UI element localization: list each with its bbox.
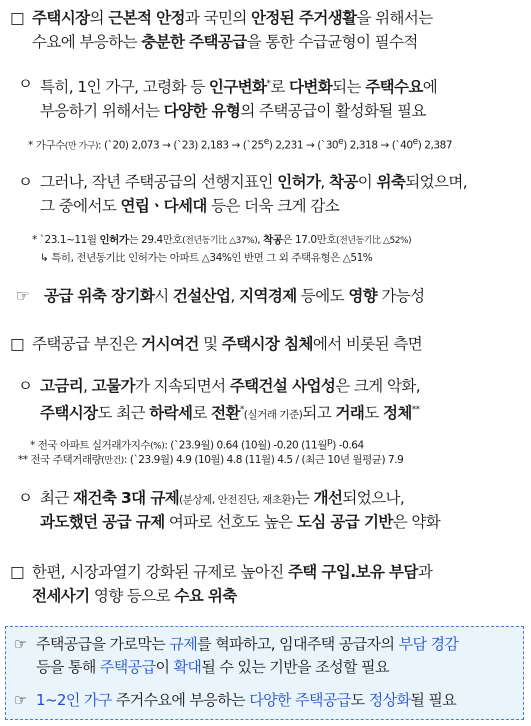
paragraph bbox=[16, 284, 531, 308]
square-bullet-icon: □ bbox=[10, 9, 25, 27]
section-interest-rates bbox=[18, 374, 531, 425]
pointing-hand-icon: ☞ bbox=[16, 287, 30, 305]
text-line: 그러나, 작년 주택공급의 선행지표인 인허가, 착공이 위축되었으며, bbox=[40, 173, 468, 191]
circle-bullet-icon: ㅇ bbox=[18, 173, 33, 191]
summary-box bbox=[5, 626, 524, 720]
text-line: 등을 통해 주택공급이 확대될 수 있는 기반을 조성할 필요 bbox=[36, 658, 389, 676]
text-line: 수요에 부응하는 충분한 주택공급을 통한 수급균형이 필수적 bbox=[32, 33, 418, 51]
text-line: 전세사기 영향 등으로 수요 위축 bbox=[32, 587, 237, 605]
paragraph bbox=[10, 6, 531, 30]
text-line: 최근 재건축 3대 규제(분상제, 안전진단, 재초환)는 개선되었으나, bbox=[40, 489, 405, 507]
section-market-stability bbox=[10, 6, 531, 54]
paragraph bbox=[18, 170, 531, 194]
text-line: 공급 위축 장기화시 건설산업, 지역경제 등에도 영향 가능성 bbox=[44, 287, 425, 305]
circle-bullet-icon: ㅇ bbox=[18, 489, 33, 507]
footnote-transactions: ** 전국 주택거래량(만건): (`23.9월) 4.9 (10월) 4.8 (11월) 4.5 / (최근 10년 월평균) 7.9 bbox=[18, 454, 404, 466]
summary-point-small-households bbox=[14, 689, 519, 712]
text-line: 주택공급 부진은 거시여건 및 주택시장 침체에서 비롯된 측면 bbox=[32, 335, 423, 353]
paragraph bbox=[18, 374, 531, 398]
text-line: 부응하기 위해서는 다양한 유형의 주택공급이 활성화될 필요 bbox=[40, 102, 426, 121]
summary-point-regulation bbox=[14, 633, 519, 679]
paragraph bbox=[10, 560, 531, 584]
pointing-hand-icon: ☞ bbox=[14, 635, 27, 653]
section-demand-shrink bbox=[10, 560, 531, 608]
text-line: 주택시장도 최근 하락세로 전환*(실거래 기준)되고 거래도 정체** bbox=[40, 404, 420, 423]
footnote-price-index: * 전국 아파트 실거래가지수(%): (`23.9월) 0.64 (10월) -0.20 (11월$^p$) -0.64 bbox=[30, 437, 364, 452]
text-line: 주택시장의 근본적 안정과 국민의 안정된 주거생활을 위해서는 bbox=[32, 9, 433, 27]
section-reconstruction bbox=[18, 486, 531, 534]
circle-bullet-icon: ㅇ bbox=[18, 377, 33, 395]
text-line: 과도했던 공급 규제 여파로 선호도 높은 도심 공급 기반은 약화 bbox=[40, 513, 441, 531]
paragraph bbox=[18, 72, 531, 99]
text-line: 그 중에서도 연립ㆍ다세대 등은 더욱 크게 감소 bbox=[40, 197, 340, 215]
section-demographic-change bbox=[18, 72, 531, 123]
paragraph bbox=[18, 486, 531, 510]
footnote-housing-type: ↳ 특히, 전년동기比 인허가는 아파트 △34%인 반면 그 외 주택유형은 △51% bbox=[40, 252, 373, 264]
text-line: 고금리, 고물가가 지속되면서 주택건설 사업성은 크게 악화, bbox=[40, 377, 421, 395]
square-bullet-icon: □ bbox=[10, 335, 25, 353]
paragraph bbox=[10, 332, 531, 356]
text-line: 주택공급을 가로막는 규제를 혁파하고, 임대주택 공급자의 부담 경감 bbox=[36, 635, 459, 653]
text-line: 특히, 1인 가구, 고령화 등 인구변화*로 다변화되는 주택수요에 bbox=[40, 78, 438, 97]
pointing-hand-icon: ☞ bbox=[14, 691, 27, 709]
circle-bullet-icon: ㅇ bbox=[18, 75, 33, 93]
text-line: 한편, 시장과열기 강화된 규제로 높아진 주택 구입.보유 부담과 bbox=[32, 563, 433, 581]
text-line: 1~2인 가구 주거수요에 부응하는 다양한 주택공급도 정상화될 필요 bbox=[36, 691, 457, 709]
section-macro-conditions bbox=[10, 332, 531, 356]
footnote-permits: * `23.1~11월 인허가는 29.4만호(전년동기比 △37%), 착공은 17.0만호(전년동기比 △52%) bbox=[32, 234, 412, 246]
section-impact bbox=[16, 284, 531, 308]
square-bullet-icon: □ bbox=[10, 563, 25, 581]
section-supply-indicators bbox=[18, 170, 531, 218]
footnote-households: * 가구수(만 가구): (`20) 2,073 → (`23) $2,183 \to (`25^e) 2,231$ → $(`30^e) 2,318$ → $(`40^e)$ 2,387 bbox=[28, 137, 453, 152]
